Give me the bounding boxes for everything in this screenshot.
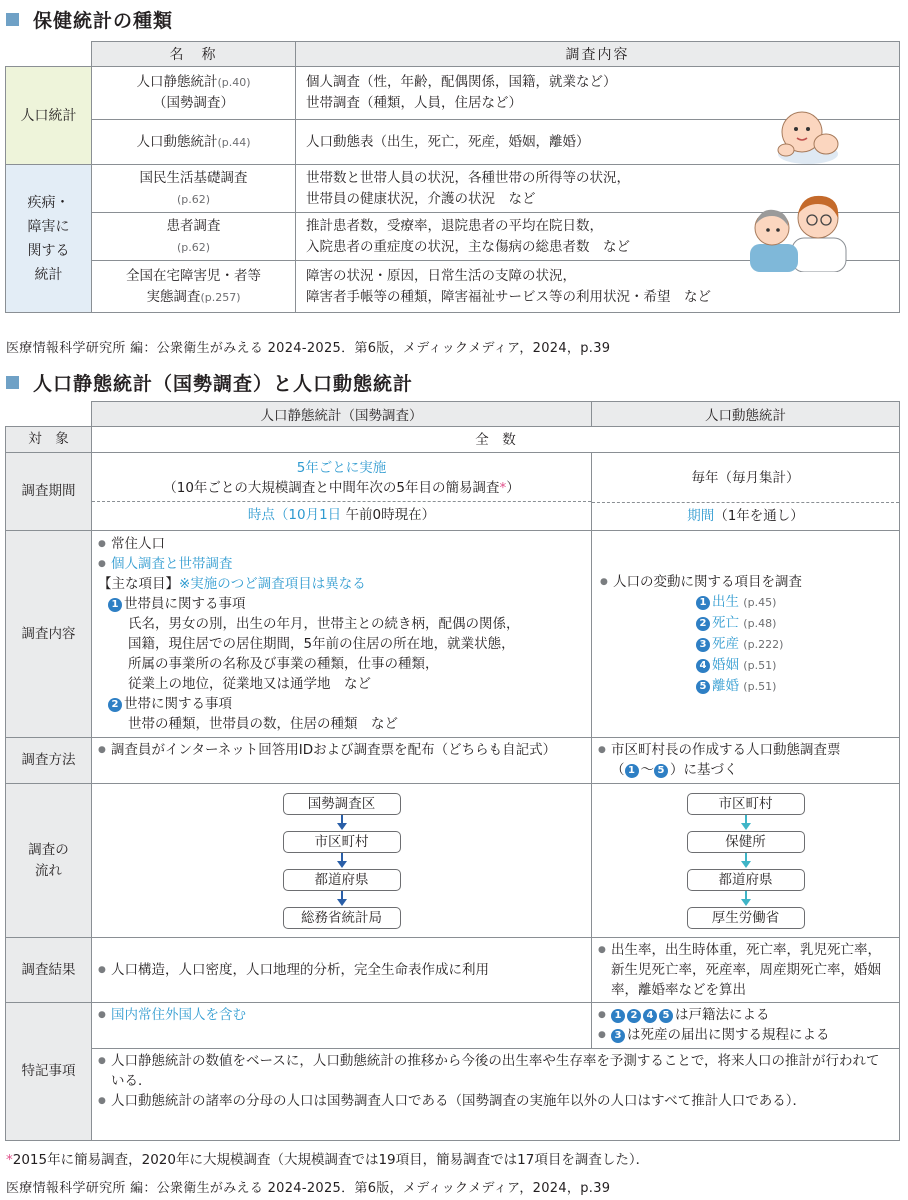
content-patient-survey: 推計患者数，受療率，退院患者の平均在院日数， 入院患者の重症度の状況，主な傷病の総患者数 など [296, 213, 900, 261]
source-citation-2: 医療情報科学研究所 編：公衆衛生がみえる 2024-2025．第6版，メディックメディア，2024，p.39 [6, 1181, 611, 1196]
label-notes: 特記事項 [6, 1003, 92, 1141]
content-static: ● 常住人口 ● 個人調査と世帯調査 【主な項目】※実施のつど調査項目は異なる 1 世帯員に関する事項 氏名，男女の別，出生の年月，世帯主との続き柄，配偶の関係， 国籍，現住居での居住期間，5年前の住居の所在地，就業状態， 所属の事業所の名称及び事業の種類，仕事の種類， 従業上の地位，従業地又は通学地 など 2 世帯に関する事項 世帯の種類，世帯員の数，住居の種類 など [92, 531, 592, 738]
flow-box: 国勢調査区 [283, 793, 401, 815]
notes-dynamic: ● 1 2 4 5 は戸籍法による ● 3 は死産の届出に関する規程による [592, 1003, 900, 1049]
label-period: 調査期間 [6, 453, 92, 531]
name-disability-survey: 全国在宅障害児・者等 実態調査(p.257) [92, 261, 296, 313]
notes-static: ● 国内常住外国人を含む [92, 1003, 592, 1049]
arrow-down-icon [337, 891, 347, 907]
flow-box: 市区町村 [283, 831, 401, 853]
list-item: 3 死産 (p.222) [696, 634, 891, 655]
doctor-patient-illustration-icon [742, 188, 852, 272]
label-result: 調査結果 [6, 938, 92, 1003]
section2-title: 人口静態統計（国勢調査）と人口動態統計 [33, 372, 414, 395]
name-living-survey: 国民生活基礎調査 (p.62) [92, 165, 296, 213]
dynamic-items-list [600, 592, 891, 697]
section1-title: 保健統計の種類 [33, 9, 174, 32]
content-dynamic-stats: 人口動態表（出生，死亡，死産，婚姻，離婚） [296, 120, 900, 165]
target-value: 全 数 [92, 427, 900, 453]
baby-illustration-icon [772, 104, 844, 166]
flow-box: 保健所 [687, 831, 805, 853]
header-name: 名 称 [92, 42, 296, 67]
footnote: *2015年に簡易調査，2020年に大規模調査（大規模調査では19項目，簡易調査では17項目を調査した）． [6, 1152, 650, 1168]
period-static: 5年ごとに実施 （10年ごとの大規模調査と中間年次の5年目の簡易調査*） 時点（10月1日 午前0時現在） [92, 453, 592, 531]
result-static: ● 人口構造，人口密度，人口地理的分析，完全生命表作成に利用 [92, 938, 592, 1003]
section2-heading [6, 369, 413, 395]
heading-square-icon [6, 376, 19, 389]
group-disease-stats: 疾病・ 障害に 関する 統計 [6, 165, 92, 313]
arrow-down-icon [741, 853, 751, 869]
method-static: ● 調査員がインターネット回答用IDおよび調査票を配布（どちらも自記式） [92, 738, 592, 784]
content-living-survey: 世帯数と世帯人員の状況，各種世帯の所得等の状況， 世帯員の健康状況，介護の状況 など [296, 165, 900, 213]
list-item: 4 婚姻 (p.51) [696, 655, 891, 676]
source-citation-1: 医療情報科学研究所 編：公衆衛生がみえる 2024-2025．第6版，メディックメディア，2024，p.39 [6, 341, 611, 356]
result-dynamic: ● 出生率，出生時体重，死亡率，乳児死亡率，新生児死亡率，死産率，周産期死亡率，婚姻率，離婚率などを算出 [592, 938, 900, 1003]
arrow-down-icon [337, 853, 347, 869]
label-content: 調査内容 [6, 531, 92, 738]
method-dynamic: ● 市区町村長の作成する人口動態調査票 （ 1 〜 5 ）に基づく [592, 738, 900, 784]
header-dynamic: 人口動態統計 [592, 402, 900, 427]
heading-square-icon [6, 13, 19, 26]
flow-box: 総務省統計局 [283, 907, 401, 929]
arrow-down-icon [337, 815, 347, 831]
arrow-down-icon [741, 815, 751, 831]
header-static: 人口静態統計（国勢調査） [92, 402, 592, 427]
list-item: 2 死亡 (p.48) [696, 613, 891, 634]
label-target: 対 象 [6, 427, 92, 453]
flow-box: 都道府県 [687, 869, 805, 891]
notes-common: ● 人口静態統計の数値をベースに，人口動態統計の推移から今後の出生率や生存率を予測することで，将来人口の推計が行われている． ● 人口動態統計の諸率の分母の人口は国勢調査人口である（国勢調査の実施年以外の人口はすべて推計人口である）． [92, 1049, 900, 1141]
content-dynamic: ● 人口の変動に関する項目を調査 1 出生 (p.45) 2 死亡 (p.48) 3 死産 (p.222) 4 婚姻 (p.51) 5 離婚 (p.51) [592, 531, 900, 738]
flow-dynamic [592, 784, 900, 938]
health-statistics-table [5, 41, 900, 313]
flow-box: 都道府県 [283, 869, 401, 891]
label-flow: 調査の 流れ [6, 784, 92, 938]
label-method: 調査方法 [6, 738, 92, 784]
content-disability-survey: 障害の状況・原因，日常生活の支障の状況， 障害者手帳等の種類，障害福祉サービス等の利用状況・希望 など [296, 261, 900, 313]
group-population-stats: 人口統計 [6, 67, 92, 165]
static-vs-dynamic-table [5, 401, 900, 1141]
content-static-stats: 個人調査（性，年齢，配偶関係，国籍，就業など） 世帯調査（種類，人員，住居など） [296, 67, 900, 120]
list-item: 5 離婚 (p.51) [696, 676, 891, 697]
section1-heading [6, 6, 173, 32]
name-dynamic-stats: 人口動態統計(p.44) [92, 120, 296, 165]
header-content: 調査内容 [296, 42, 900, 67]
flow-box: 市区町村 [687, 793, 805, 815]
flow-static [92, 784, 592, 938]
flow-box: 厚生労働省 [687, 907, 805, 929]
name-static-stats: 人口静態統計(p.40) （国勢調査） [92, 67, 296, 120]
name-patient-survey: 患者調査 (p.62) [92, 213, 296, 261]
list-item: 1 出生 (p.45) [696, 592, 891, 613]
period-dynamic: 毎年（毎月集計） 期間（1年を通し） [592, 453, 900, 531]
arrow-down-icon [741, 891, 751, 907]
